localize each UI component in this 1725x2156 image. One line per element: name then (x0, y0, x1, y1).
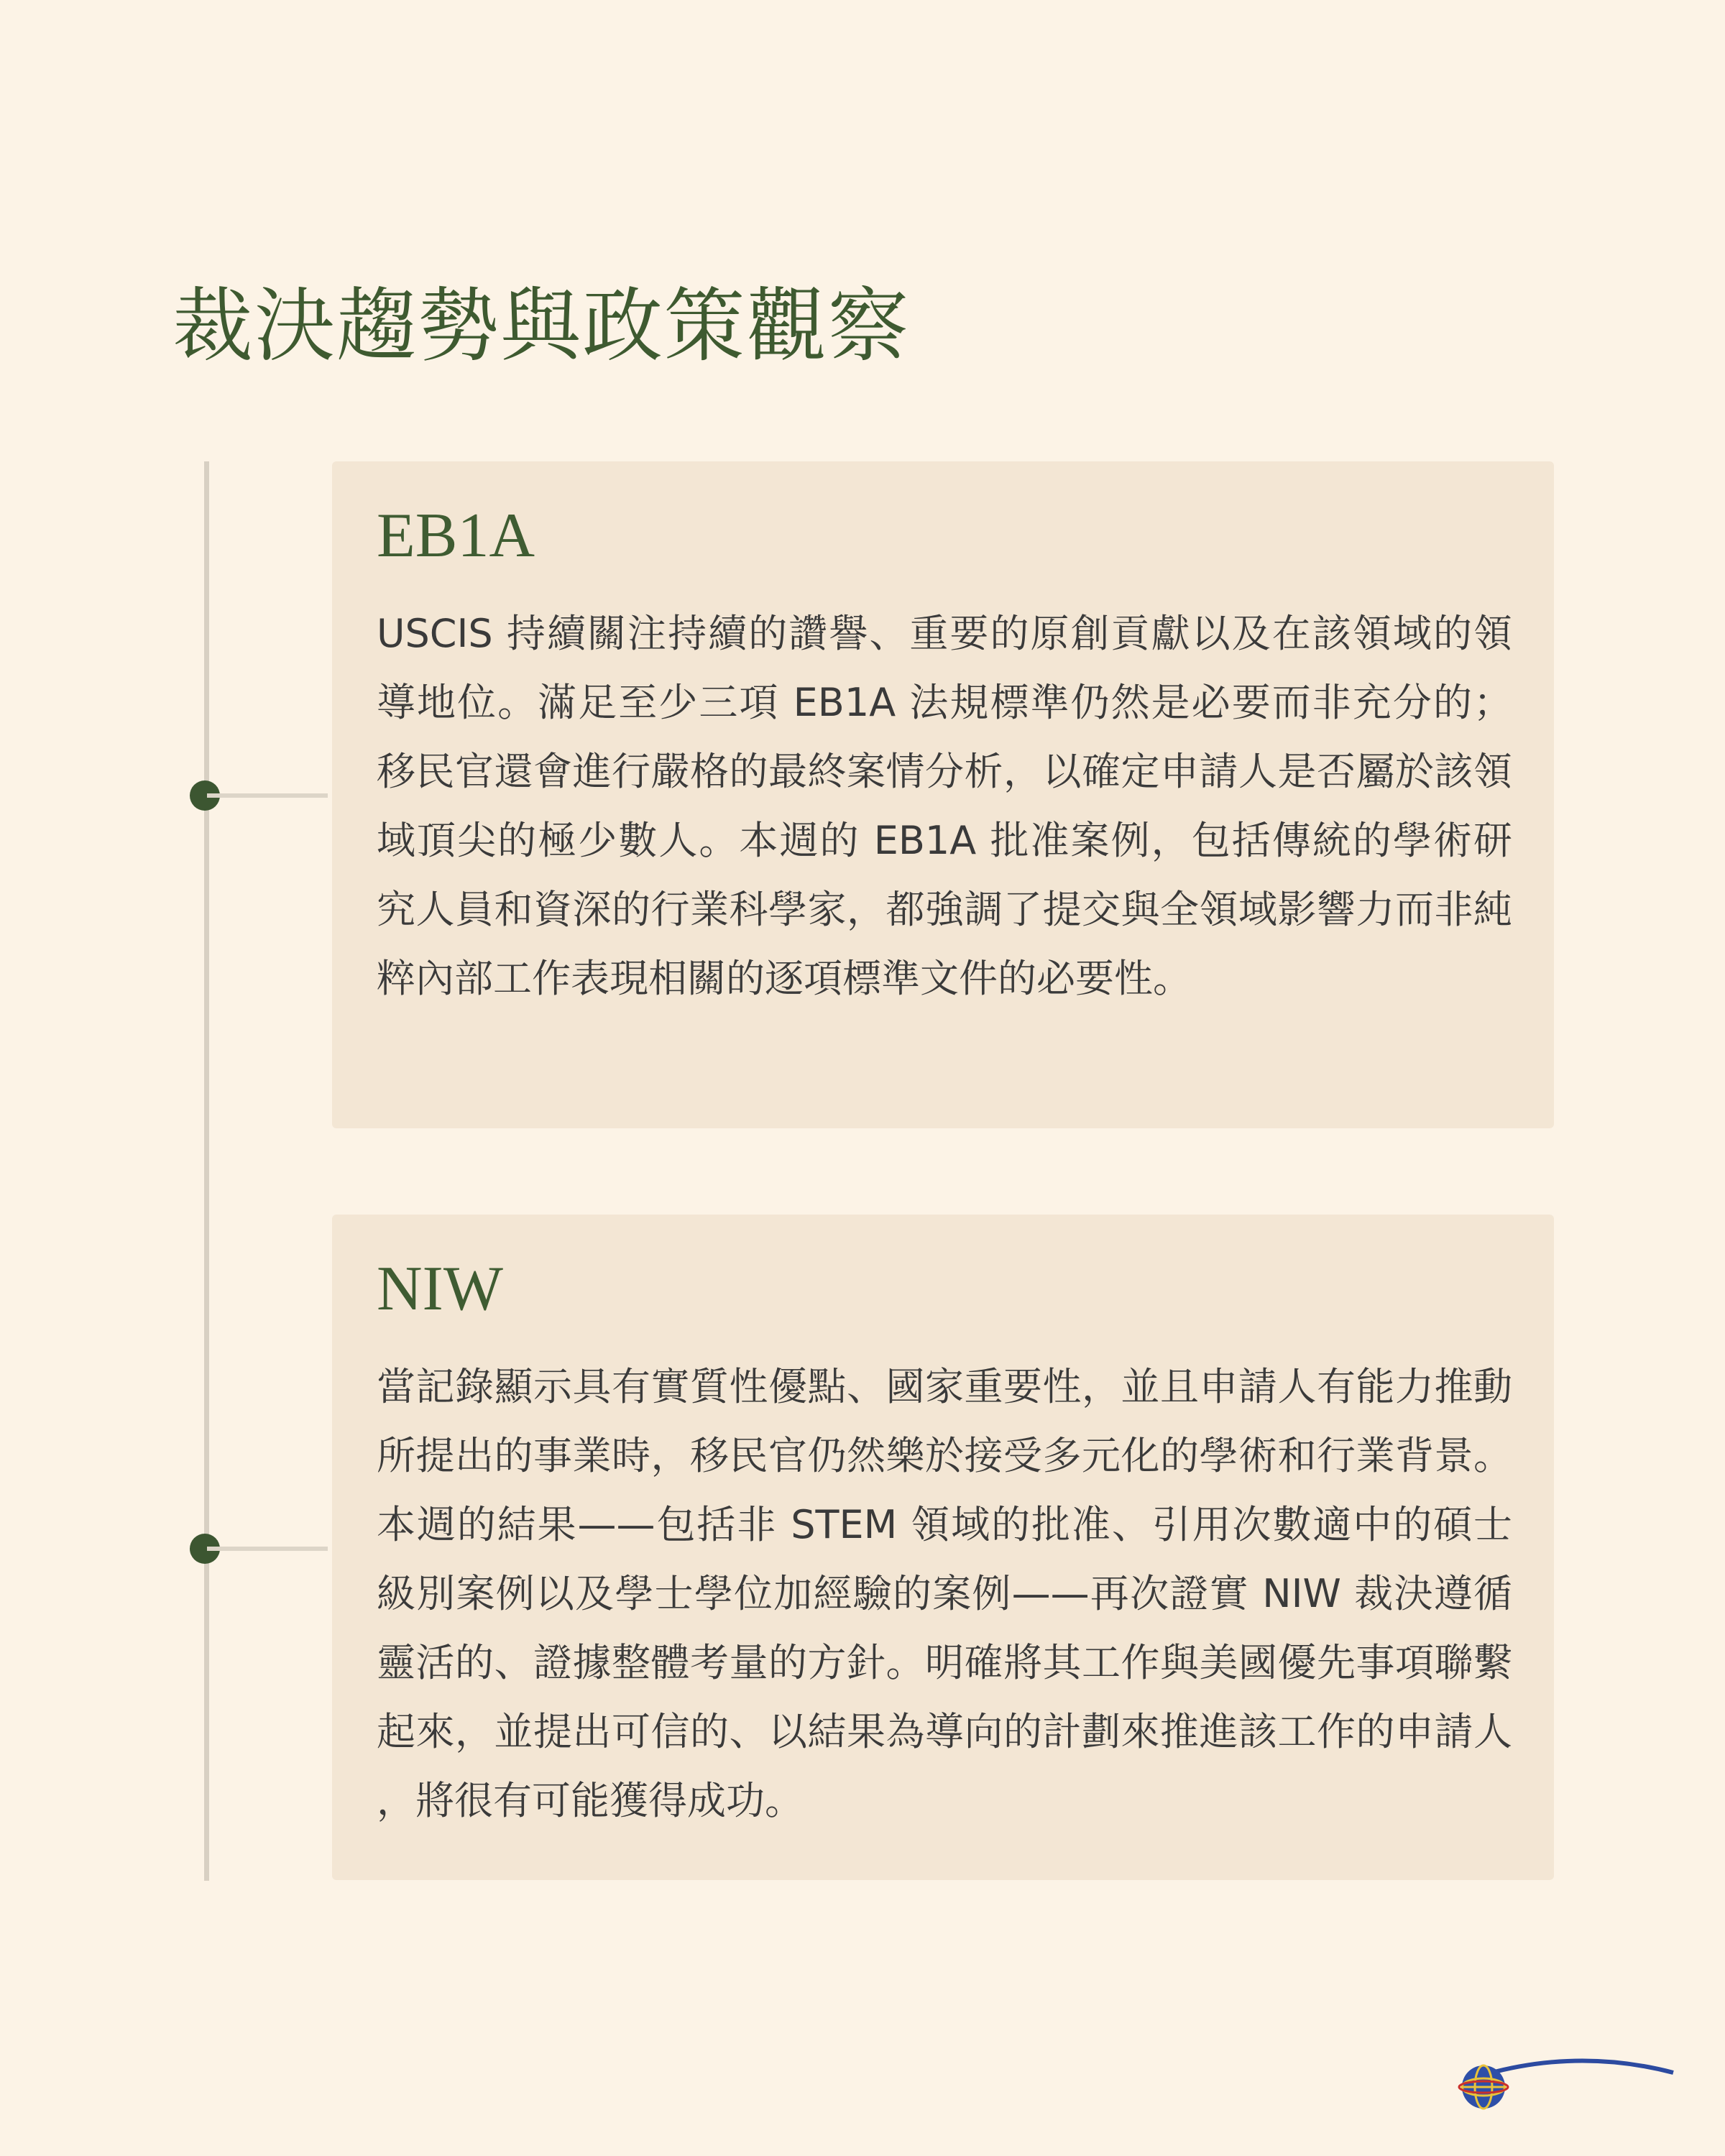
card-niw (332, 1215, 1554, 1880)
card-body-eb1a: USCIS 持續關注持續的讚譽、重要的原創貢獻以及在該領域的領導地位。滿足至少三項 EB1A 法規標準仍然是必要而非充分的；移民官還會進行嚴格的最終案情分析，以確定申請人是否屬於該領域頂尖的極少數人。本週的 EB1A 批准案例，包括傳統的學術研究人員和資深的行業科學家，都強調了提交與全領域影響力而非純粹內部工作表現相關的逐項標準文件的必要性。 (377, 611, 1512, 1001)
card-body-niw: 當記錄顯示具有實質性優點、國家重要性，並且申請人有能力推動所提出的事業時，移民官仍然樂於接受多元化的學術和行業背景。本週的結果——包括非 STEM 領域的批准、引用次數適中的碩士級別案例以及學士學位加經驗的案例——再次證實 NIW 裁決遵循靈活的、證據整體考量的方針。明確將其工作與美國優先事項聯繫起來，並提出可信的、以結果為導向的計劃來推進該工作的申請人，將很有可能獲得成功。 (377, 1364, 1512, 1823)
card-eb1a (332, 461, 1554, 1128)
card-title-eb1a: EB1A (377, 501, 535, 571)
timeline-line (204, 461, 209, 1881)
card-title-niw: NIW (377, 1254, 503, 1324)
company-logo (1458, 2053, 1688, 2119)
company-logo-graphic (1458, 2053, 1688, 2119)
page-title: 裁決趨勢與政策觀察 (172, 280, 910, 373)
timeline-connector-niw (207, 1547, 328, 1551)
timeline-connector-eb1a (207, 793, 328, 798)
